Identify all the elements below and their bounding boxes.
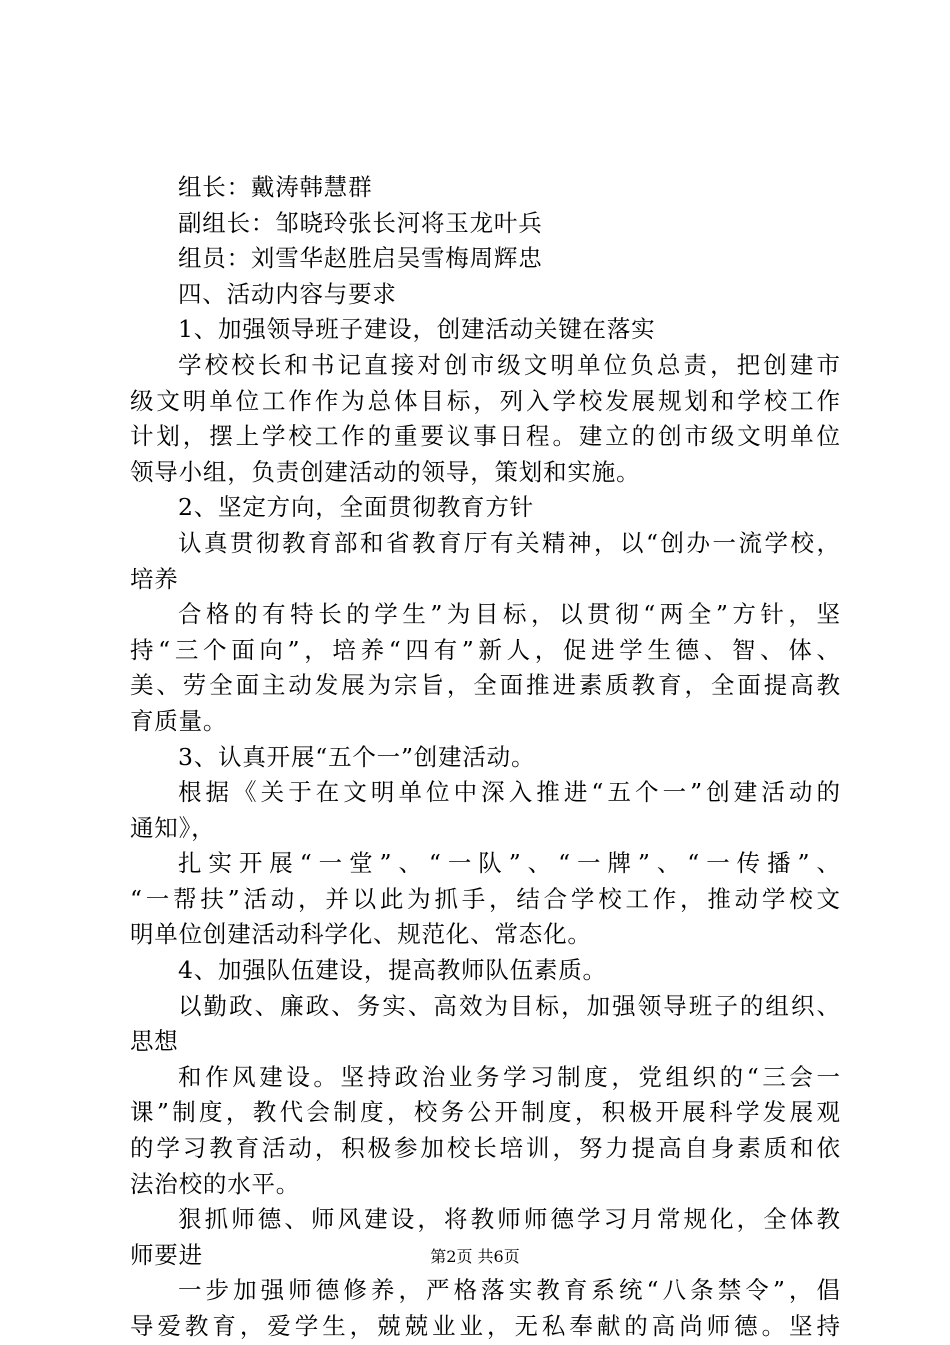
text-line: 以勤政、廉政、务实、高效为目标，加强领导班子的组织、 xyxy=(178,991,840,1020)
text-line: 扎实开展“一堂”、“一队”、“一牌”、“一传播”、 xyxy=(178,849,840,878)
text-line: 明单位创建活动科学化、规范化、常态化。 xyxy=(130,920,592,949)
text-line: 级文明单位工作作为总体目标，列入学校发展规划和学校工作 xyxy=(130,386,840,415)
text-line: 组员：刘雪华赵胜启吴雪梅周辉忠 xyxy=(178,244,543,273)
text-line: 一步加强师德修养，严格落实教育系统“八条禁令”，倡 xyxy=(178,1276,840,1305)
text-line: 和作风建设。坚持政治业务学习制度，党组织的“三会一 xyxy=(178,1062,840,1091)
text-line: 法治校的水平。 xyxy=(130,1169,301,1198)
text-line: 领导小组，负责创建活动的领导，策划和实施。 xyxy=(130,457,641,486)
text-line: 狠抓师德、师风建设，将教师师德学习月常规化，全体教 xyxy=(178,1205,840,1234)
text-line: 师要进 xyxy=(130,1240,203,1269)
text-line: 导爱教育，爱学生，兢兢业业，无私奉献的高尚师德。坚持 xyxy=(130,1312,840,1340)
text-line: 3、认真开展“五个一”创建活动。 xyxy=(178,742,536,771)
text-line: 学校校长和书记直接对创市级文明单位负总责，把创建市 xyxy=(178,350,840,379)
text-line: 思想 xyxy=(130,1027,179,1056)
text-line: 合格的有特长的学生”为目标，以贯彻“两全”方针，坚 xyxy=(178,600,840,629)
text-line: 根据《关于在文明单位中深入推进“五个一”创建活动的 xyxy=(178,778,840,807)
text-line: 2、坚定方向，全面贯彻教育方针 xyxy=(178,493,534,522)
text-line: 计划，摆上学校工作的重要议事日程。建立的创市级文明单位 xyxy=(130,422,840,451)
text-line: 4、加强队伍建设，提高教师队伍素质。 xyxy=(178,956,607,985)
text-line: 的学习教育活动，积极参加校长培训，努力提高自身素质和依 xyxy=(130,1134,840,1163)
text-line: 课”制度，教代会制度，校务公开制度，积极开展科学发展观 xyxy=(130,1098,840,1127)
text-line: 副组长：邹晓玲张长河将玉龙叶兵 xyxy=(178,208,543,237)
text-line: 培养 xyxy=(130,564,179,593)
text-line: 持“三个面向”，培养“四有”新人，促进学生德、智、体、 xyxy=(130,635,840,664)
text-line: 1、加强领导班子建设，创建活动关键在落实 xyxy=(178,315,656,344)
text-line: 美、劳全面主动发展为宗旨，全面推进素质教育，全面提高教 xyxy=(130,671,840,700)
text-line: 通知》， xyxy=(130,813,216,842)
text-line: 认真贯彻教育部和省教育厅有关精神，以“创办一流学校， xyxy=(178,528,840,557)
text-line: “一帮扶”活动，并以此为抓手，结合学校工作，推动学校文 xyxy=(130,884,840,913)
text-line: 四、活动内容与要求 xyxy=(178,279,397,308)
text-line: 组长：戴涛韩慧群 xyxy=(178,173,373,201)
text-line: 育质量。 xyxy=(130,706,228,735)
document-body xyxy=(130,170,840,1345)
page-footer: 第2页 共6页 xyxy=(430,1247,520,1266)
